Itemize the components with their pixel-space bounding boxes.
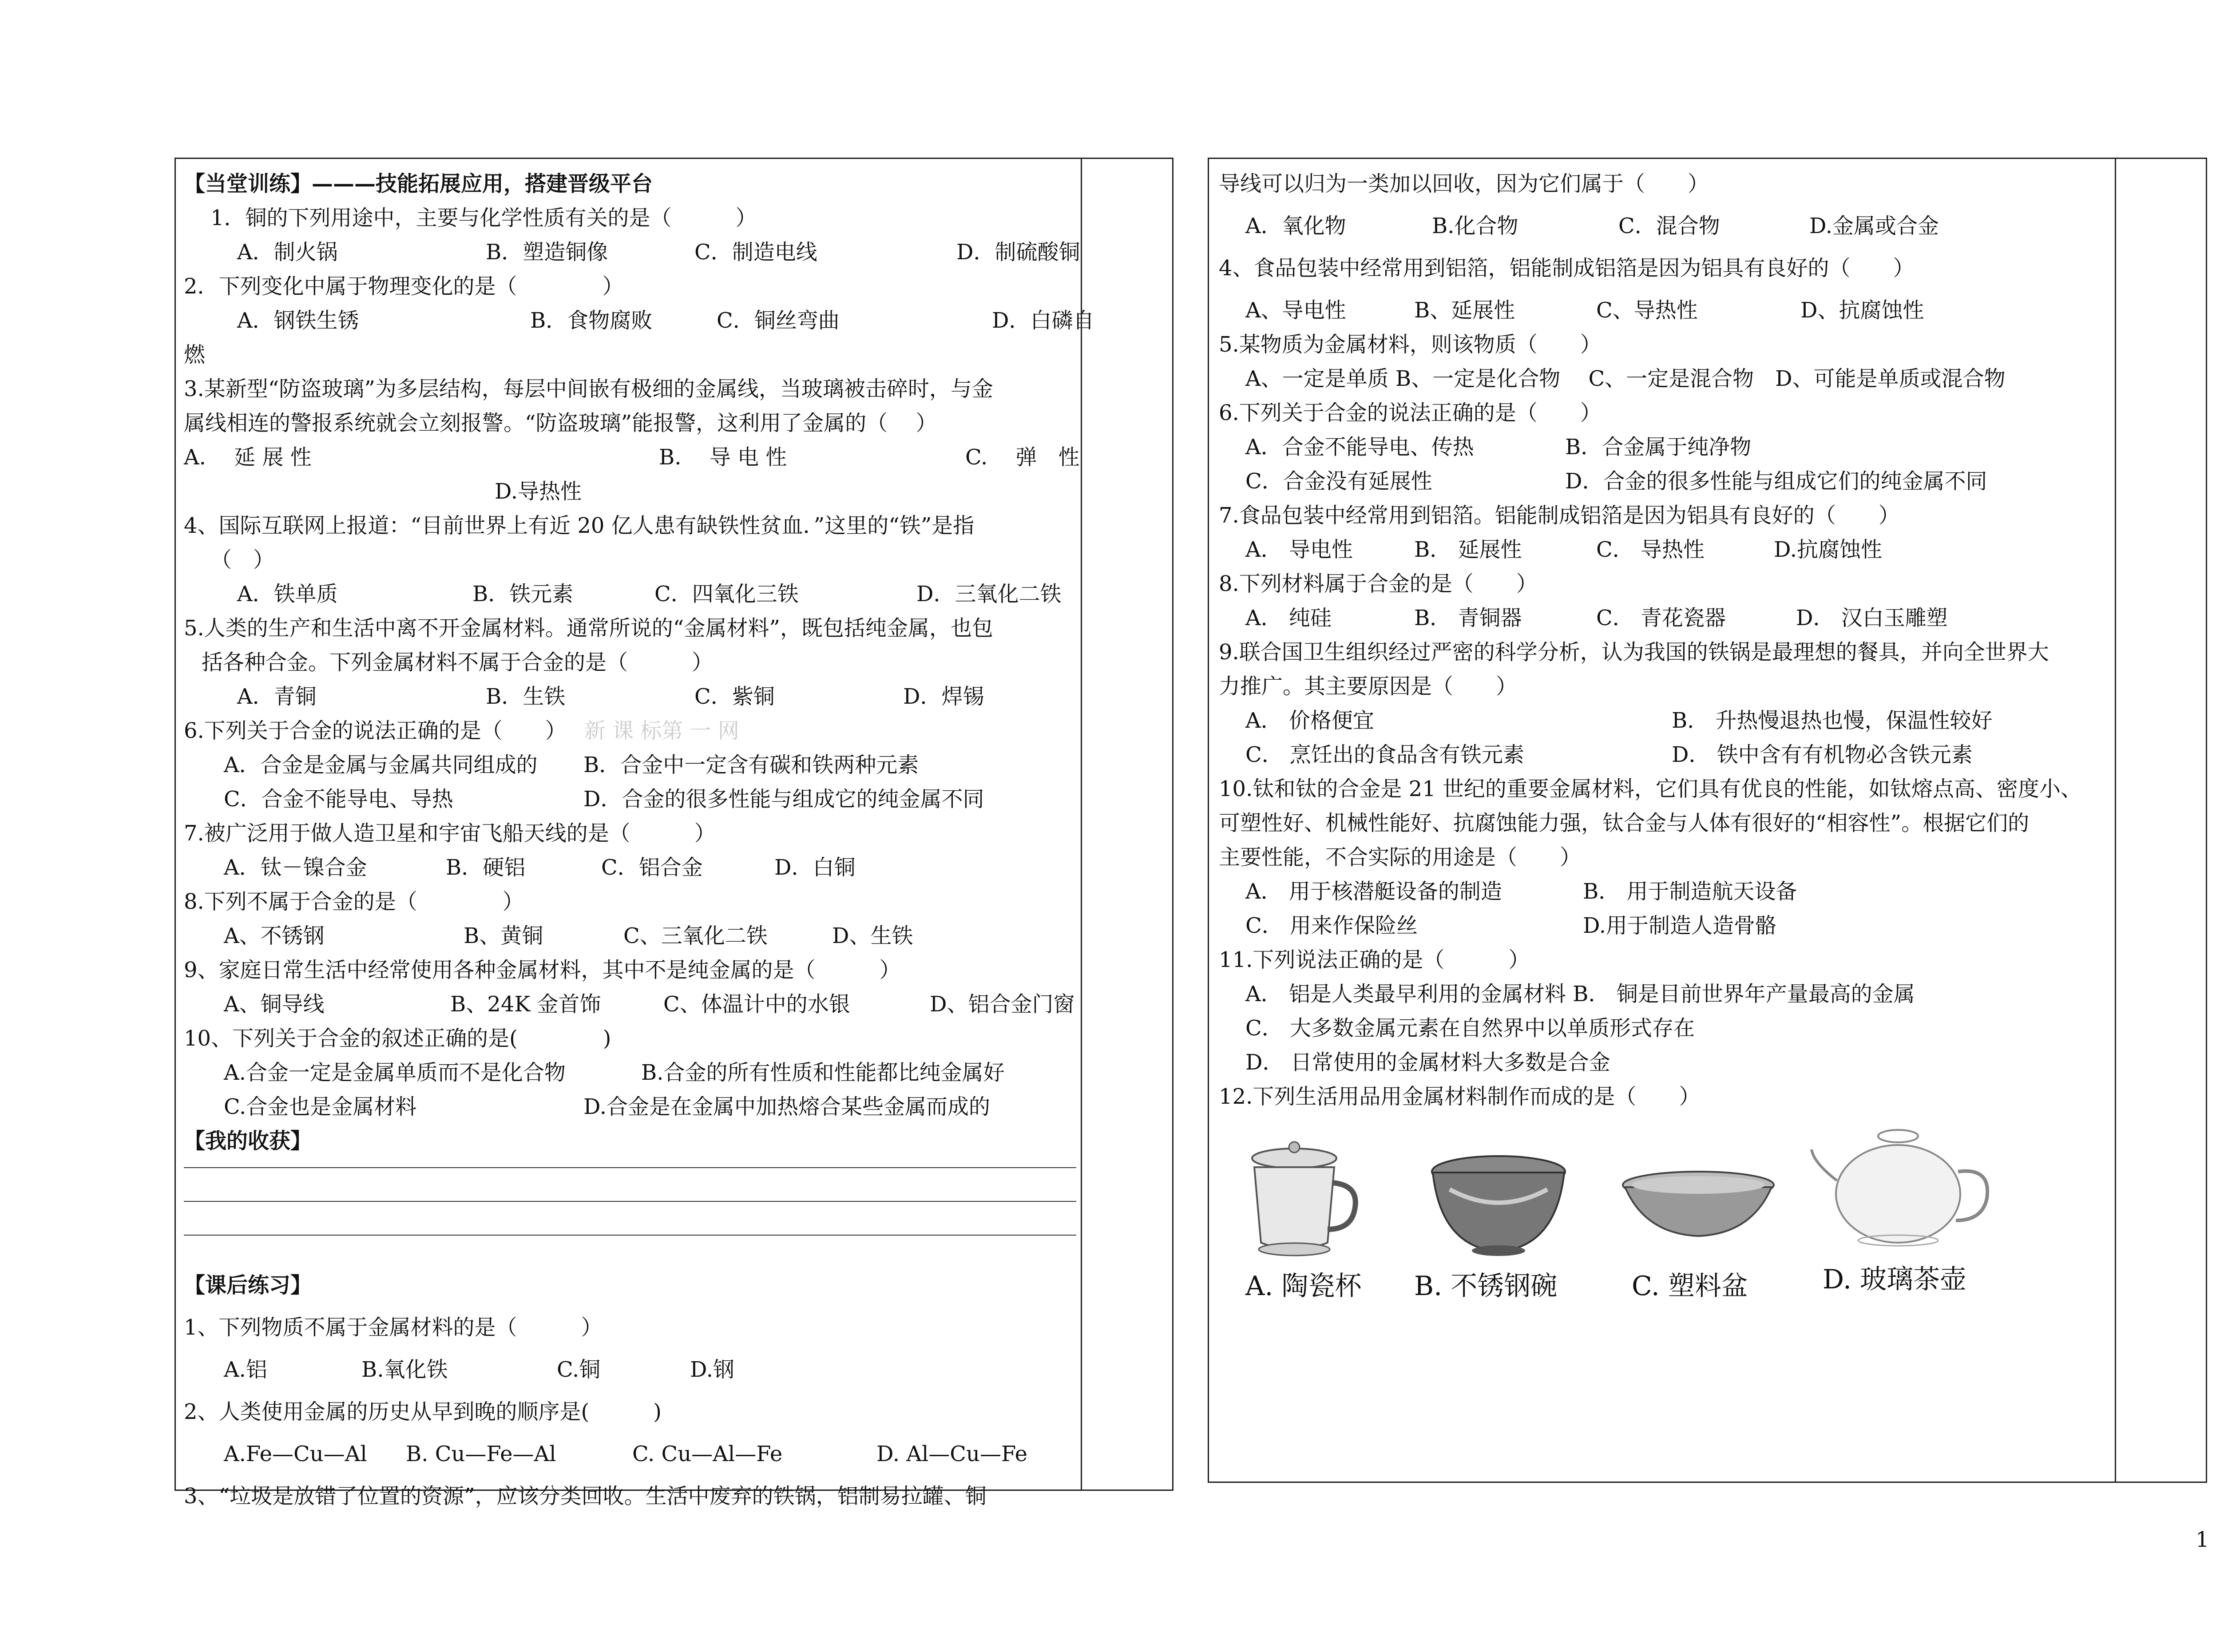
question-6 [184,714,1076,748]
question-9: 9、家庭日常生活中经常使用各种金属材料，其中不是纯金属的是（ ） [184,958,901,982]
homework-11: 11.下列说法正确的是（ ） [1219,947,1530,972]
option-a: A.合金一定是金属单质而不是化合物 [224,1060,566,1085]
option-b: B.化合物 [1432,214,1518,238]
caption-d: D. 玻璃茶壶 [1823,1264,1967,1295]
homework-11-option-c: C． 大多数金属元素在自然界中以单质形式存在 [1245,1016,1695,1041]
homework-7: 7.食品包装中经常用到铝箔。铝能制成铝箔是因为铝具有良好的（ ） [1219,503,1900,528]
left-column [184,167,1094,1513]
option-a: A.铝 [224,1357,267,1382]
question-3-line-2: 属线相连的警报系统就会立刻报警。“防盗玻璃”能报警，这利用了金属的（ ） [184,411,937,436]
homework-5-options: A、一定是单质 B、一定是化合物 C、一定是混合物 D、可能是单质或混合物 [1245,366,2006,391]
option-b: B． 延展性 [1414,537,1522,562]
option-b: B、延展性 [1414,298,1515,323]
question-4-line-1: 4、国际互联网上报道：“目前世界上有近 20 亿人患有缺铁性贫血．”这里的“铁”是指 [184,513,975,538]
option-d: D.用于制造人造骨骼 [1583,913,1777,938]
question-4-options [184,577,1076,611]
option-d: D．合金的很多性能与组成它们的纯金属不同 [1565,469,1987,494]
option-c: C．四氧化三铁 [654,582,799,606]
question-8-options [184,919,1076,953]
homework-5: 5.某物质为金属材料，则该物质（ ） [1219,332,1602,357]
question-9-options [184,987,1076,1022]
option-c: C．铜丝弯曲 [717,308,840,333]
homework-2: 2、人类使用金属的历史从早到晚的顺序是( ) [184,1399,662,1424]
option-b: B.合金的所有性质和性能都比纯金属好 [641,1060,1005,1085]
option-b: B．塑造铜像 [486,240,608,265]
option-a: A．钛－镍合金 [224,855,367,880]
homework-6: 6.下列关于合金的说法正确的是（ ） [1219,400,1602,425]
question-10-options-cd [184,1090,1076,1124]
ceramic-cup-image [1241,1141,1374,1265]
harvest-header: 【我的收获】 [184,1129,312,1153]
question-3-line-1: 3.某新型“防盗玻璃”为多层结构，每层中间嵌有极细的金属线，当玻璃被击碎时，与金 [184,376,993,401]
option-c: C.合金也是金属材料 [224,1094,417,1119]
option-c: C. 弹 性 [965,445,1080,470]
question-7: 7.被广泛用于做人造卫星和宇宙飞船天线的是（ ） [184,821,716,846]
option-a: A、不锈钢 [224,923,325,948]
option-d: D． 汉白玉雕塑 [1796,606,1948,630]
option-b: B. Cu—Fe—Al [406,1442,556,1466]
option-a: A．铁单质 [237,582,338,606]
option-d: D、铝合金门窗 [930,992,1075,1017]
option-c: C、三氧化二铁 [623,923,768,948]
homework-7-options [1219,533,2111,567]
option-b: B、24K 金首饰 [450,992,601,1017]
harvest-lines [184,1158,1076,1236]
option-c: C、体温计中的水银 [663,992,850,1017]
left-panel [174,158,1173,1509]
homework-12-pictures [1219,1123,2111,1336]
homework-header: 【课后练习】 [184,1273,312,1298]
watermark-text: 新 课 标第 一 网 [584,718,739,743]
homework-11-option-d: D． 日常使用的金属材料大多数是合金 [1245,1050,1610,1075]
option-a: A、导电性 [1245,298,1346,323]
question-6-options-cd [184,782,1076,816]
option-c: C．合金没有延展性 [1245,469,1432,494]
homework-8-options [1219,601,2111,635]
option-c: C．合金不能导电、导热 [224,787,453,812]
option-d: D．合金的很多性能与组成它的纯金属不同 [583,787,984,812]
question-4-line-2: （ ） [210,547,275,572]
answer-line [184,1201,1076,1202]
option-d: D． 铁中含有有机物必含铁元素 [1672,742,1973,767]
question-8: 8.下列不属于合金的是（ ） [184,889,524,914]
option-a: A.Fe—Cu—Al [224,1442,367,1466]
option-d: D、生铁 [832,923,913,948]
practice-header [184,167,1076,201]
option-b: B．铁元素 [472,582,574,606]
option-b: B． 升热慢退热也慢，保温性较好 [1672,708,1993,733]
question-1: 1．铜的下列用途中，主要与化学性质有关的是（ ） [210,206,757,230]
option-a: A．氧化物 [1245,214,1346,238]
option-d: D、抗腐蚀性 [1800,298,1924,323]
question-3-option-d: D.导热性 [495,479,582,504]
option-a: A．合金不能导电、传热 [1245,435,1474,460]
option-d: D. Al—Cu—Fe [876,1442,1028,1466]
option-a: A、铜导线 [224,992,325,1017]
option-b: B．合金属于纯净物 [1565,435,1752,460]
option-a: A．青铜 [237,684,317,709]
option-d: D．三氧化二铁 [916,582,1062,606]
homework-2-options [184,1437,1076,1471]
right-margin-line [2115,159,2116,1482]
option-a: A．合金是金属与金属共同组成的 [224,753,538,777]
homework-8: 8.下列材料属于合金的是（ ） [1219,571,1538,596]
homework-4: 4、食品包装中经常用到铝箔，铝能制成铝箔是因为铝具有良好的（ ） [1219,256,1915,281]
question-7-options [184,851,1076,885]
left-margin-line [1081,159,1082,1490]
option-d: D．白铜 [774,855,856,880]
option-a: A． 纯硅 [1245,606,1332,630]
option-d: D.钢 [690,1357,735,1382]
option-c: C．铝合金 [601,855,703,880]
option-d: D．制硫酸铜 [956,240,1080,265]
option-a: A. 延 展 性 [184,445,312,470]
homework-9-line-1: 9.联合国卫生组织经过严密的科学分析，认为我国的铁锅是最理想的餐具，并向全世界大 [1219,640,2049,665]
option-c: C． 用来作保险丝 [1245,913,1418,938]
homework-3-options [1219,209,2111,243]
homework-9-options-ab [1219,704,2111,738]
caption-a: A. 陶瓷杯 [1245,1271,1362,1302]
question-10-options-ab [184,1056,1076,1090]
homework-4-options [1219,293,2111,328]
homework-6-options-ab [1219,430,2111,464]
option-b: B． 青铜器 [1414,606,1522,630]
question-2: 2．下列变化中属于物理变化的是（ ） [184,274,624,299]
option-d: D.金属或合金 [1809,214,1939,238]
option-a: A．制火锅 [237,240,338,265]
option-b: B．食物腐败 [530,308,653,333]
option-c: C、导热性 [1596,298,1698,323]
caption-c: C. 塑料盆 [1632,1271,1748,1302]
caption-b: B. 不锈钢碗 [1414,1271,1558,1302]
option-b: B．生铁 [486,684,566,709]
option-a: A． 导电性 [1245,537,1353,562]
option-b: B.氧化铁 [361,1357,448,1382]
question-6-text: 6.下列关于合金的说法正确的是（ ） [184,718,567,743]
homework-1: 1、下列物质不属于金属材料的是（ ） [184,1315,603,1340]
homework-10-line-2: 可塑性好、机械性能好、抗腐蚀能力强，钛合金与人体有很好的“相容性”。根据它们的 [1219,811,2030,836]
homework-10-line-1: 10.钛和钛的合金是 21 世纪的重要金属材料，它们具有优良的性能，如钛熔点高、密度小、 [1219,776,2082,801]
plastic-basin-image [1618,1141,1778,1265]
option-c: C． 青花瓷器 [1596,606,1726,630]
option-b: B. 导 电 性 [659,445,787,470]
page-number: 1 [2196,1527,2209,1552]
homework-10-line-3: 主要性能，不合实际的用途是（ ） [1219,845,1582,870]
answer-line [184,1235,1076,1236]
option-c: C.铜 [557,1357,601,1382]
homework-9-options-cd [1219,738,2111,772]
option-b: B、黄铜 [464,923,543,948]
question-10: 10、下列关于合金的叙述正确的是( ) [184,1026,611,1051]
question-1-options [184,235,1080,269]
homework-9-line-2: 力推广。其主要原因是（ ） [1219,674,1518,699]
question-2-options [184,304,1094,338]
right-column [1219,167,2111,1336]
practice-title: 【当堂训练】 [184,171,312,196]
homework-11-option-ab: A． 铝是人类最早利用的金属材料 B． 铜是目前世界年产量最高的金属 [1245,982,1915,1006]
option-b: B． 用于制造航天设备 [1583,879,1797,904]
homework-12: 12.下列生活用品用金属材料制作而成的是（ ） [1219,1084,1701,1109]
homework-10-options-ab [1219,875,2111,909]
option-b: B．合金中一定含有碳和铁两种元素 [583,753,919,777]
question-5-line-2: 括各种合金。下列金属材料不属于合金的是（ ） [202,650,714,675]
practice-subtitle: ———技能拓展应用，搭建晋级平台 [312,171,653,196]
question-5-options [184,680,1076,714]
option-a: A． 用于核潜艇设备的制造 [1245,879,1502,904]
option-c: C. Cu—Al—Fe [632,1442,783,1466]
option-d: D.抗腐蚀性 [1774,537,1883,562]
glass-teapot-image [1809,1123,2005,1256]
question-3-options [184,440,1080,475]
option-d: D.合金是在金属中加热熔合某些金属而成的 [583,1094,991,1119]
option-d: D．焊锡 [903,684,984,709]
steel-bowl-image [1427,1141,1570,1265]
answer-line [184,1167,1076,1168]
option-c: C．混合物 [1618,214,1720,238]
question-2-continued: 燃 [184,342,206,367]
option-c: C．制造电线 [694,240,817,265]
homework-10-options-cd [1219,909,2111,943]
option-b: B．硬铝 [446,855,526,880]
option-d: D．白磷自 [992,308,1094,333]
option-c: C． 导热性 [1596,537,1705,562]
option-c: C． 烹饪出的食品含有铁元素 [1245,742,1524,767]
question-5-line-1: 5.人类的生产和生活中离不开金属材料。通常所说的“金属材料”，既包括纯金属，也包 [184,616,993,641]
homework-3: 3、“垃圾是放错了位置的资源”，应该分类回收。生活中废弃的铁锅，铝制易拉罐、铜 [184,1484,987,1509]
homework-3-continued: 导线可以归为一类加以回收，因为它们属于（ ） [1219,171,1709,196]
question-6-options-ab [184,748,1076,782]
option-a: A． 价格便宜 [1245,708,1374,733]
homework-1-options [184,1353,1076,1387]
homework-6-options-cd [1219,464,2111,499]
right-panel [1208,158,2207,1483]
option-c: C．紫铜 [694,684,775,709]
option-a: A．钢铁生锈 [237,308,359,333]
